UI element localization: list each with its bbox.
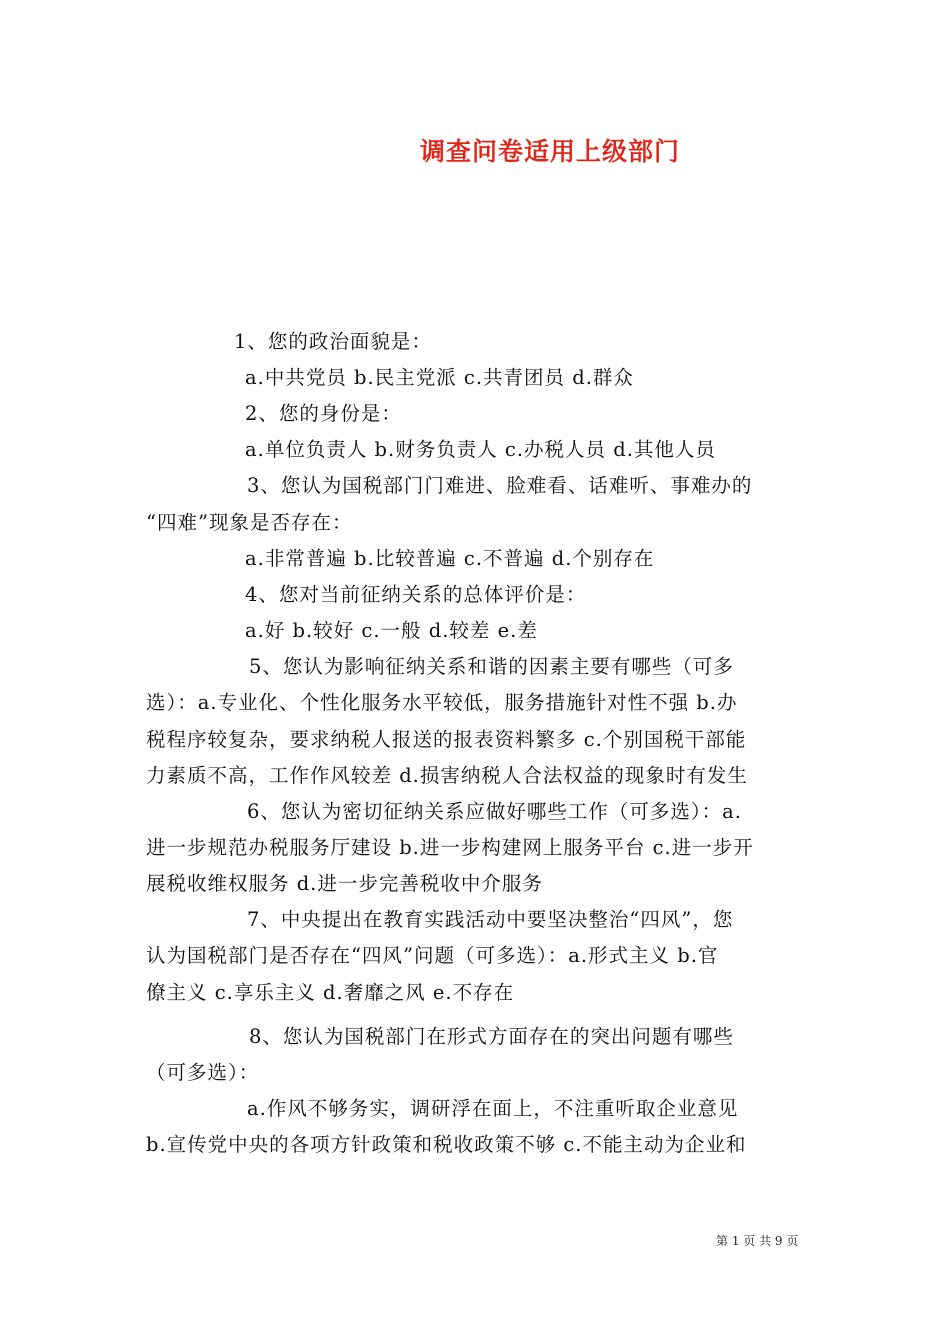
question-7-line-3: 僚主义 c.享乐主义 d.奢靡之风 e.不存在	[146, 981, 515, 1004]
question-1: 1、您的政治面貌是：	[234, 330, 432, 353]
question-7-line-1: 7、中央提出在教育实践活动中要坚决整治“四风”，您	[247, 908, 734, 931]
question-3-line-1: 3、您认为国税部门门难进、脸难看、话难听、事难办的	[247, 474, 753, 497]
answer-options-3: a.非常普遍 b.比较普遍 c.不普遍 d.个别存在	[245, 547, 655, 570]
page-number-footer: 第 1 页 共 9 页	[716, 1234, 799, 1248]
question-7-line-2: 认为国税部门是否存在“四风”问题（可多选）：a.形式主义 b.官	[146, 944, 719, 967]
question-4: 4、您对当前征纳关系的总体评价是：	[245, 583, 587, 606]
question-8-line-2: （可多选）：	[146, 1061, 260, 1084]
question-6-line-2: 进一步规范办税服务厅建设 b.进一步构建网上服务平台 c.进一步开	[146, 836, 754, 859]
question-5-line-1: 5、您认为影响征纳关系和谐的因素主要有哪些（可多	[249, 655, 734, 678]
question-6-line-3: 展税收维权服务 d.进一步完善税收中介服务	[146, 872, 543, 895]
question-2: 2、您的身份是：	[245, 402, 402, 425]
answer-options-8-line-1: a.作风不够务实，调研浮在面上，不注重听取企业意见	[247, 1097, 739, 1120]
question-6-line-1: 6、您认为密切征纳关系应做好哪些工作（可多选）：a.	[247, 800, 742, 823]
answer-options-1: a.中共党员 b.民主党派 c.共青团员 d.群众	[245, 366, 634, 389]
question-5-line-2: 选）：a.专业化、个性化服务水平较低，服务措施针对性不强 b.办	[146, 691, 738, 714]
question-8-line-1: 8、您认为国税部门在形式方面存在的突出问题有哪些	[249, 1025, 734, 1048]
question-5-line-4: 力素质不高，工作作风较差 d.损害纳税人合法权益的现象时有发生	[146, 764, 748, 787]
document-title: 调查问卷适用上级部门	[419, 137, 680, 166]
answer-options-2: a.单位负责人 b.财务负责人 c.办税人员 d.其他人员	[245, 438, 716, 461]
answer-options-8-line-2: b.宣传党中央的各项方针政策和税收政策不够 c.不能主动为企业和	[146, 1133, 747, 1156]
question-3-line-2: “四难”现象是否存在：	[146, 511, 353, 534]
answer-options-4: a.好 b.较好 c.一般 d.较差 e.差	[245, 619, 538, 642]
question-5-line-3: 税程序较复杂，要求纳税人报送的报表资料繁多 c.个别国税干部能	[146, 728, 747, 751]
